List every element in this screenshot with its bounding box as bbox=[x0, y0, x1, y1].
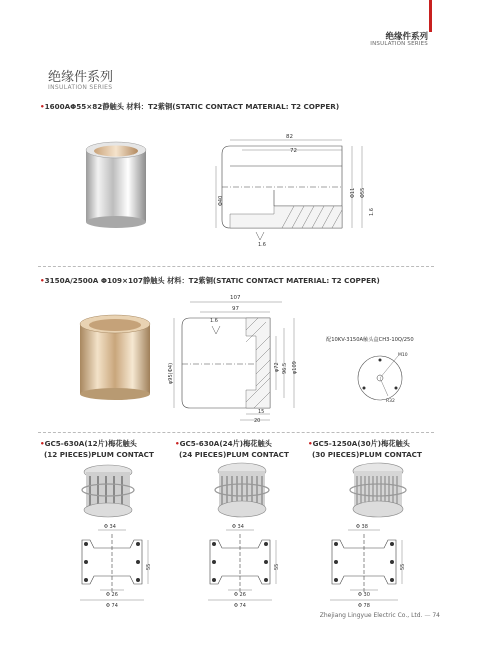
dim-bottom-2: Φ 74 bbox=[234, 603, 246, 608]
dim-roughness-b: 1.6 bbox=[258, 242, 266, 248]
dim-height: 55 bbox=[146, 563, 152, 570]
section2-label: 3150A/2500A Φ109×107静触头 材料：T2紫铜(STATIC CONTACT MATERIAL: T2 COPPER) bbox=[44, 276, 380, 285]
dim-height: 55 bbox=[274, 563, 280, 570]
plum-contact-24-photo bbox=[210, 460, 274, 520]
dim-95: φ95(Ф4) bbox=[168, 362, 174, 384]
dim-55: Φ55 bbox=[360, 187, 366, 198]
dim-bottom-2: Φ 74 bbox=[106, 603, 118, 608]
page-title: 绝缘件系列 bbox=[48, 70, 114, 85]
dim-15: 15 bbox=[258, 409, 265, 415]
header-title-en: INSULATION SERIES bbox=[370, 41, 428, 47]
dim-bottom-1: Φ 30 bbox=[358, 592, 370, 598]
section1-label: 1600AΦ55×82静触头 材料：T2紫铜(STATIC CONTACT MATERIAL: T2 COPPER) bbox=[44, 102, 340, 111]
section1-heading bbox=[40, 102, 339, 112]
plum-contact-24-drawing bbox=[200, 520, 280, 608]
dim-roughness: 1.6 bbox=[210, 318, 218, 324]
footer-company: Zhejiang Lingyue Electric Co., Ltd. bbox=[319, 612, 423, 619]
dim-97: 97 bbox=[232, 306, 239, 312]
hole-pattern-diagram bbox=[344, 348, 424, 408]
section-divider bbox=[38, 432, 434, 433]
plum-contact-30-drawing bbox=[322, 520, 406, 608]
dim-bottom-2: Φ 78 bbox=[358, 603, 370, 608]
plum-contact-30-title: •GC5-1250A(30片)梅花触头 (30 PIECES)PLUM CONTACT bbox=[308, 439, 422, 459]
plum-contact-24-line1: GC5-630A(24片)梅花触头 bbox=[179, 439, 272, 448]
plum-contact-12-drawing bbox=[72, 520, 152, 608]
dim-top: Φ 34 bbox=[104, 524, 116, 530]
static-contact-3150-photo bbox=[74, 312, 156, 404]
contact-box-note: 配10KV-3150A触头盒CH3-10Q/250 bbox=[326, 337, 414, 343]
dim-top: Φ 38 bbox=[356, 524, 368, 530]
plum-contact-24-line2: (24 PIECES)PLUM CONTACT bbox=[179, 450, 289, 459]
plum-contact-12-title: •GC5-630A(12片)梅花触头 (12 PIECES)PLUM CONTACT bbox=[40, 439, 154, 459]
plum-contact-12-photo bbox=[76, 462, 140, 520]
dim-72: φ72 bbox=[274, 362, 280, 372]
dim-20: 20 bbox=[254, 418, 261, 424]
hole-label-a: M10 bbox=[398, 353, 408, 358]
dim-height: 55 bbox=[400, 563, 406, 570]
dim-top: Φ 34 bbox=[232, 524, 244, 530]
plum-contact-24-title: •GC5-630A(24片)梅花触头 (24 PIECES)PLUM CONTACT bbox=[175, 439, 289, 459]
dim-96-5: 96.5 bbox=[282, 362, 288, 374]
bullet-icon: • bbox=[40, 102, 45, 111]
dim-roughness-a: 1.6 bbox=[369, 208, 375, 216]
plum-contact-30-photo bbox=[346, 460, 410, 520]
header-accent-bar bbox=[429, 0, 432, 32]
dim-11: Φ11 bbox=[350, 187, 356, 198]
dim-109: φ109 bbox=[292, 361, 298, 374]
dim-bottom-1: Φ 26 bbox=[106, 592, 118, 598]
header-title-cn: 绝缘件系列 bbox=[385, 32, 428, 42]
plum-contact-12-line1: GC5-630A(12片)梅花触头 bbox=[44, 439, 137, 448]
static-contact-3150-drawing bbox=[166, 290, 312, 424]
bullet-icon: • bbox=[40, 276, 45, 285]
dim-107: 107 bbox=[230, 295, 241, 301]
page-subtitle: INSULATION SERIES bbox=[48, 84, 113, 91]
plum-contact-30-line2: (30 PIECES)PLUM CONTACT bbox=[312, 450, 422, 459]
static-contact-1600-photo bbox=[78, 140, 154, 232]
page-number: 74 bbox=[432, 612, 440, 619]
dim-bottom-1: Φ 26 bbox=[234, 592, 246, 598]
static-contact-1600-drawing bbox=[212, 128, 382, 248]
section2-heading bbox=[40, 276, 380, 286]
dim-40: Φ40 bbox=[218, 195, 224, 206]
plum-contact-12-line2: (12 PIECES)PLUM CONTACT bbox=[44, 450, 154, 459]
plum-contact-30-line1: GC5-1250A(30片)梅花触头 bbox=[312, 439, 410, 448]
dim-72: 72 bbox=[290, 148, 297, 154]
section-divider bbox=[38, 266, 434, 267]
hole-label-b: R32 bbox=[386, 399, 395, 404]
footer: Zhejiang Lingyue Electric Co., Ltd. — 74 bbox=[319, 612, 440, 619]
dim-82: 82 bbox=[286, 134, 293, 140]
